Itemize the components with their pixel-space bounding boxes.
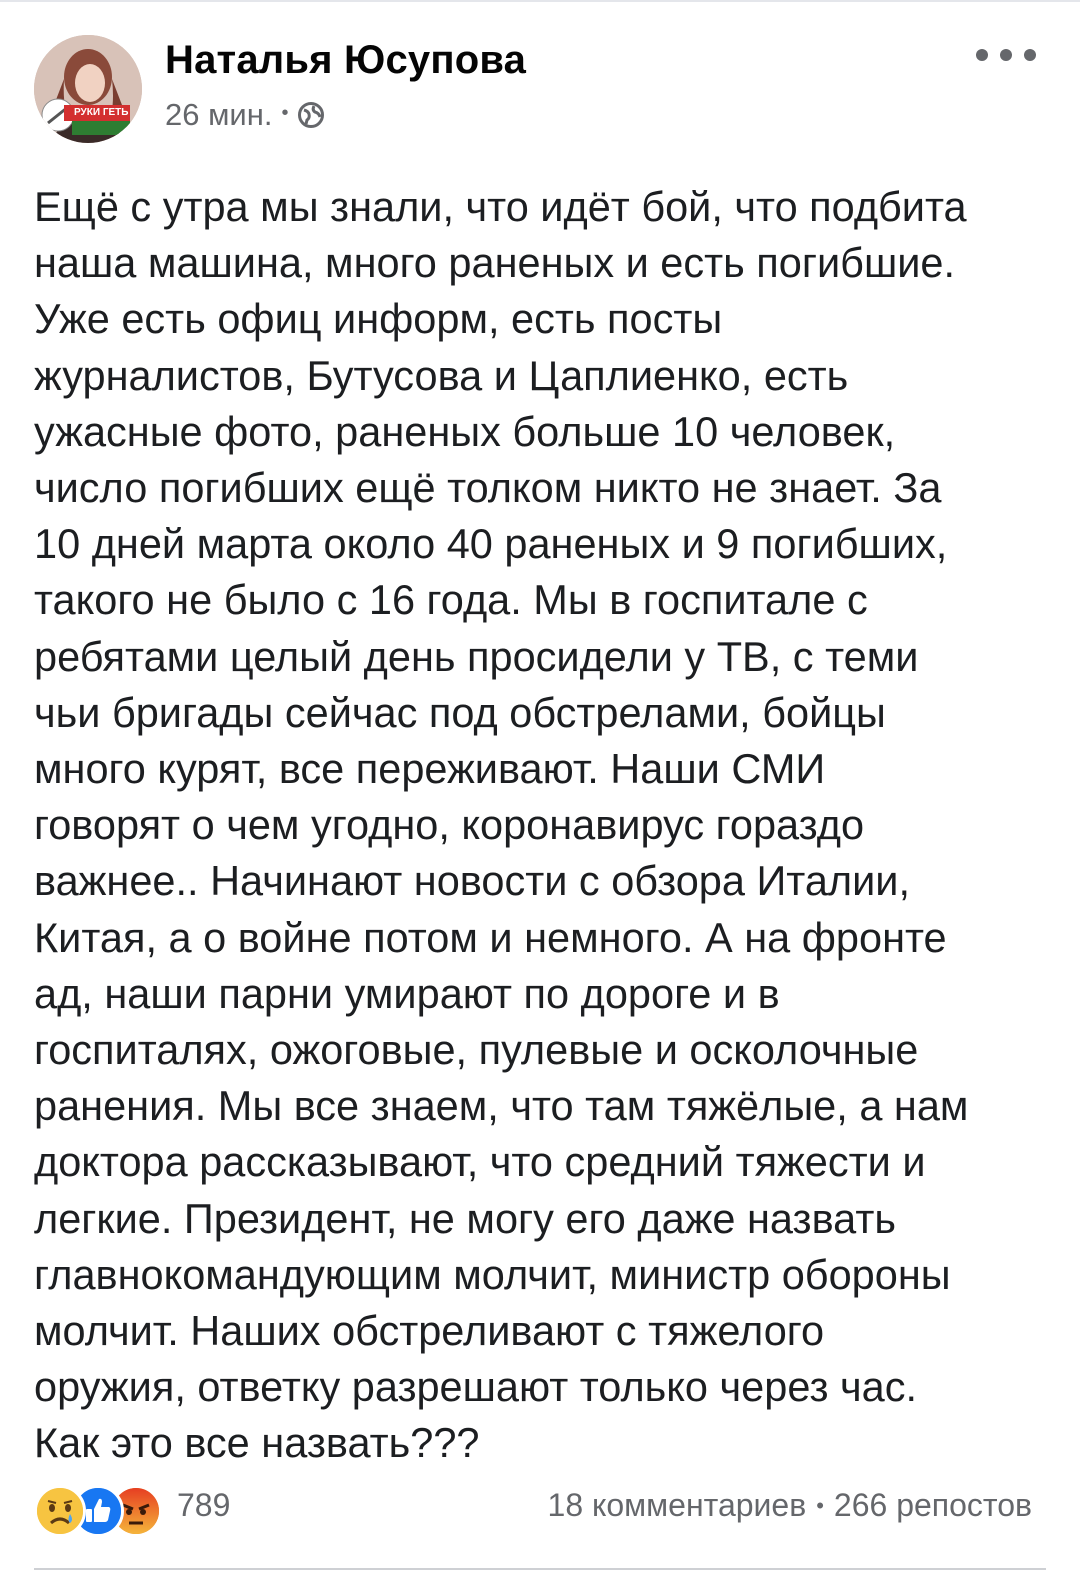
more-options-button[interactable]	[976, 40, 1036, 70]
post-body-text: Ещё с утра мы знали, что идёт бой, что подбита наша машина, много раненых и есть погибшие. Уже есть офиц информ, есть посты журналистов, Бутусова и Цаплиенко, есть ужасные фото, раненых больше 10 человек, число погибших ещё толком никто не знает. За 10 дней марта около 40 раненых и 9 погибших, такого не было с 16 года. Мы в госпитале с ребятами целый день просидели у ТВ, с теми чьи бригады сейчас под обстрелами, бойцы много курят, все переживают. Наши СМИ говорят о чем угодно, коронавирус гораздо важнее.. Начинают новости с обзора Италии, Китая, а о войне потом и немного. А на фронте ад, наши парни умирают по дороге и в госпиталях, ожоговые, пулевые и осколочные ранения. Мы все знаем, что там тяжёлые, а нам доктора рассказывают, что средний тяжести и легкие. Президент, не могу его даже назвать главнокомандующим молчит, министр обороны молчит. Наших обстреливают с тяжелого оружия, ответку разрешают только через час. Как это все назвать???	[34, 183, 969, 1467]
avatar-badge: РУКИ ГЕТЬ	[74, 107, 129, 118]
post-header	[0, 0, 1080, 150]
more-dot-icon	[1000, 49, 1012, 61]
more-dot-icon	[976, 49, 988, 61]
sad-icon	[34, 1485, 86, 1537]
post-stats	[548, 1487, 1032, 1524]
author-name[interactable]: Наталья Юсупова	[165, 38, 527, 82]
reaction-count[interactable]: 789	[177, 1487, 231, 1523]
post-meta	[165, 97, 325, 133]
avatar-photo	[34, 35, 142, 143]
reactions-bar	[0, 1475, 1080, 1545]
more-dot-icon	[1024, 49, 1036, 61]
avatar[interactable]	[34, 35, 142, 143]
bottom-divider	[34, 1568, 1046, 1570]
meta-separator: •	[281, 101, 289, 124]
comments-count[interactable]: 18 комментариев	[547, 1487, 807, 1523]
globe-icon	[297, 101, 325, 129]
post-timestamp[interactable]: 26 мин.	[165, 97, 273, 132]
shares-count[interactable]: 266 репостов	[833, 1487, 1032, 1523]
stats-separator: •	[816, 1492, 824, 1518]
